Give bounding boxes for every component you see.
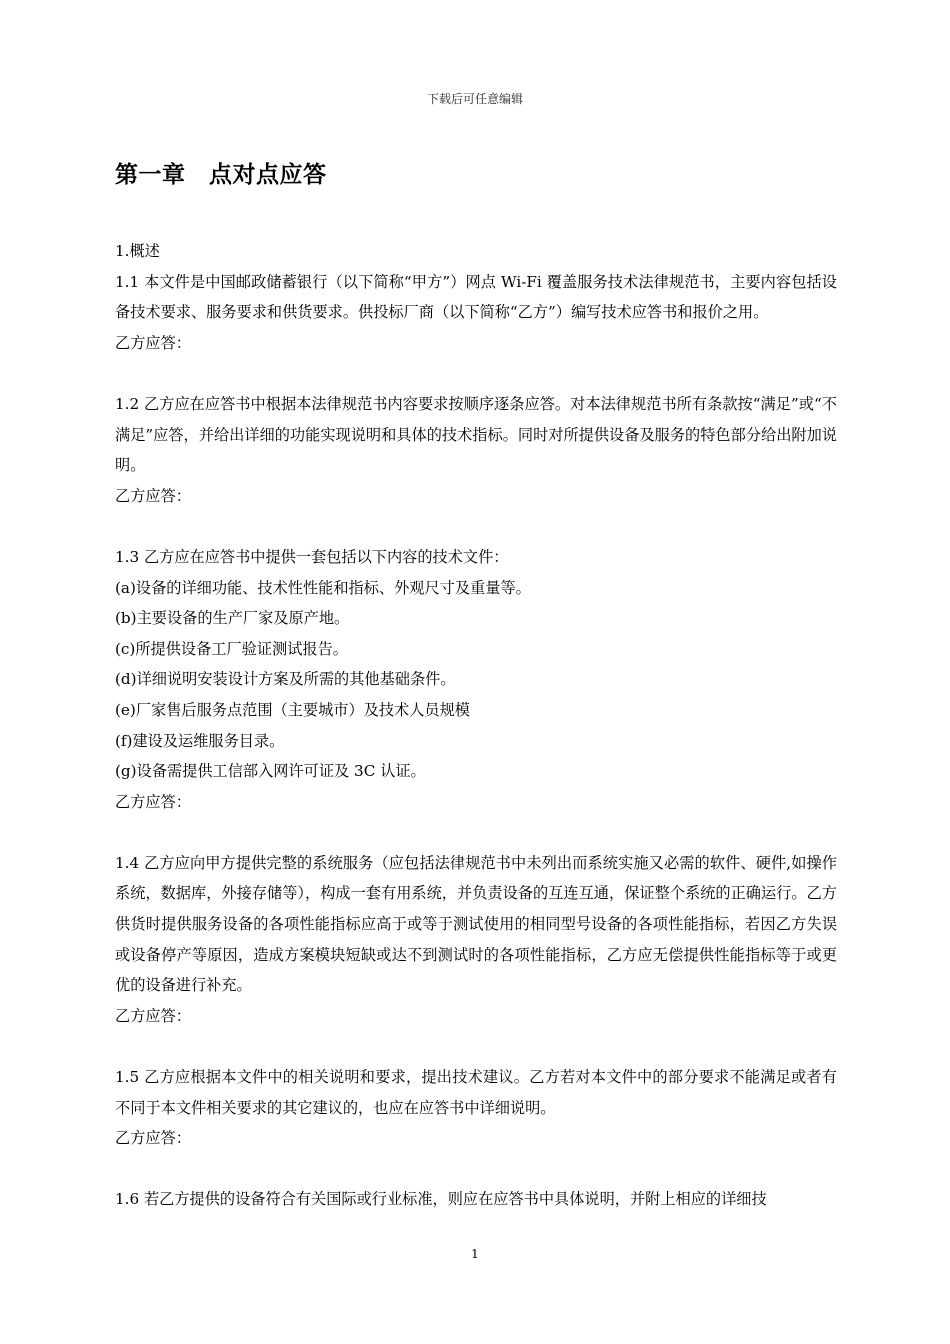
section-1-5-text: 1.5 乙方应根据本文件中的相关说明和要求，提出技术建议。乙方若对本文件中的部分要求不能满足或者有不同于本文件相关要求的其它建议的，也应在应答书中详细说明。 (115, 1068, 837, 1117)
paragraph-gap (115, 817, 837, 848)
paragraph-gap (115, 358, 837, 389)
section-1-5-answer: 乙方应答： (115, 1129, 191, 1148)
section-1-1-text: 1.1 本文件是中国邮政储蓄银行（以下简称“甲方”）网点 Wi-Fi 覆盖服务技术法律规范书，主要内容包括设备技术要求、服务要求和供货要求。供投标厂商（以下简称“乙方”）编写技术应答书和报价之用。 (115, 272, 837, 322)
paragraph-gap (115, 511, 837, 542)
list-item: (g)设备需提供工信部入网许可证及 3C 认证。 (115, 762, 426, 781)
paragraph-gap (115, 1154, 837, 1185)
chapter-title: 第一章 点对点应答 (115, 162, 327, 188)
page-number: 1 (471, 1247, 479, 1261)
section-1-4-text: 1.4 乙方应向甲方提供完整的系统服务（应包括法律规范书中未列出而系统实施又必需的软件、硬件,如操作系统，数据库，外接存储等），构成一套有用系统，并负责设备的互连互通，保证整个系统的正确运行。乙方供货时提供服务设备的各项性能指标应高于或等于测试使用的相同型号设备的各项性能指标，若因乙方失误或设备停产等原因，造成方案模块短缺或达不到测试时的各项性能指标，乙方应无偿提供性能指标等于或更优的设备进行补充。 (115, 853, 837, 995)
list-item: (f)建设及运维服务目录。 (115, 731, 285, 750)
list-item: (a)设备的详细功能、技术性性能和指标、外观尺寸及重量等。 (115, 578, 531, 597)
section-1-2-answer: 乙方应答： (115, 486, 191, 505)
list-item: (d)详细说明安装设计方案及所需的其他基础条件。 (115, 670, 456, 689)
page-header: 下载后可任意编辑 (426, 92, 523, 106)
section-1-4-answer: 乙方应答： (115, 1006, 191, 1025)
section-overview-heading: 1.概述 (115, 242, 160, 260)
list-item: (b)主要设备的生产厂家及原产地。 (115, 609, 350, 628)
section-1-6-text: 1.6 若乙方提供的设备符合有关国际或行业标准，则应在应答书中具体说明，并附上相应的详细技 (115, 1190, 767, 1209)
paragraph-gap (115, 1031, 837, 1062)
list-item: (c)所提供设备工厂验证测试报告。 (115, 639, 348, 658)
document-body (115, 236, 837, 1215)
section-1-2-text: 1.2 乙方应在应答书中根据本法律规范书内容要求按顺序逐条应答。对本法律规范书所有条款按“满足”或“不满足”应答，并给出详细的功能实现说明和具体的技术指标。同时对所提供设备及服务的特色部分给出附加说明。 (115, 394, 837, 475)
section-1-1-answer: 乙方应答： (115, 333, 191, 352)
section-1-3-text: 1.3 乙方应在应答书中提供一套包括以下内容的技术文件： (115, 547, 509, 566)
section-1-3-answer: 乙方应答： (115, 792, 191, 811)
list-item: (e)厂家售后服务点范围（主要城市）及技术人员规模 (115, 700, 470, 719)
